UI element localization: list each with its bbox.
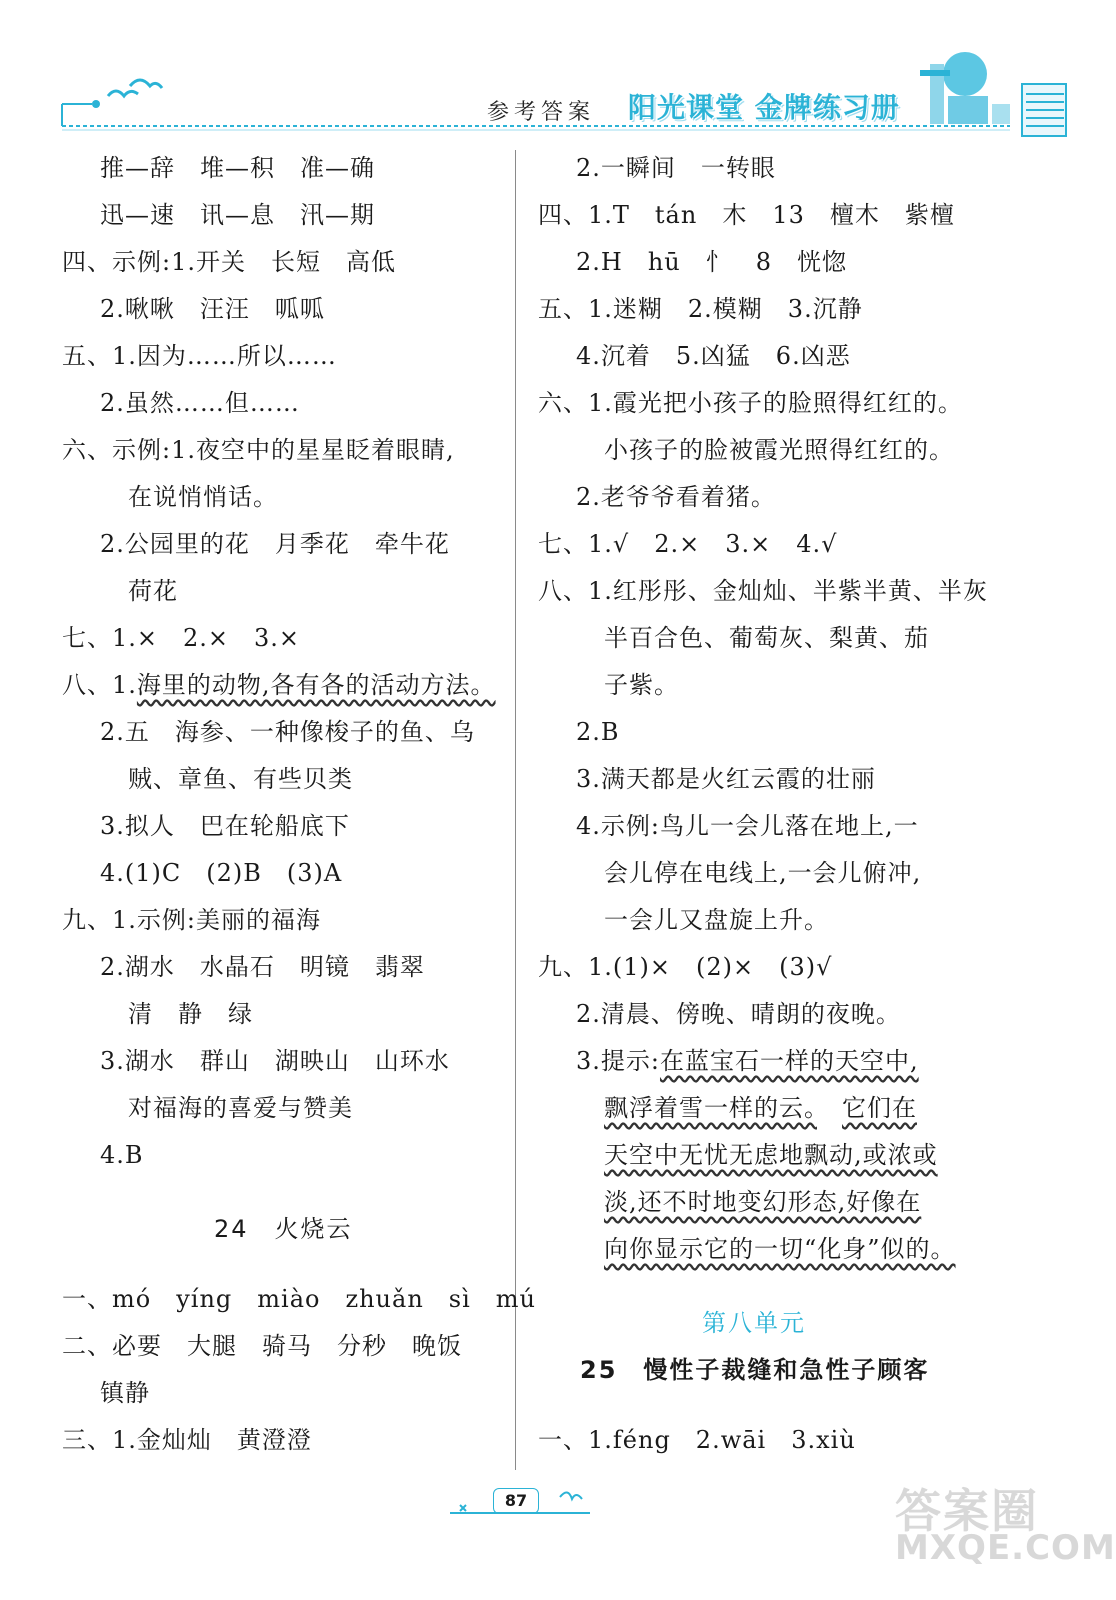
answer-line: 会儿停在电线上,一会儿俯冲, xyxy=(604,859,922,887)
answer-line: 4.(1)C (2)B (3)A xyxy=(100,859,343,887)
underlined-answer: 海里的动物,各有各的活动方法。 xyxy=(136,671,496,699)
answer-prefix: 八、1. xyxy=(62,671,137,699)
answer-line: 2.啾啾 汪汪 呱呱 xyxy=(100,295,325,323)
answer-line: 清 静 绿 xyxy=(128,1000,253,1028)
answer-line: 贼、章鱼、有些贝类 xyxy=(128,765,353,793)
answer-line: 四、示例:1.开关 长短 高低 xyxy=(62,248,396,276)
answer-line xyxy=(604,1085,917,1132)
answer-line: 六、1.霞光把小孩子的脸照得红红的。 xyxy=(538,389,963,417)
underlined-answer: 它们在 xyxy=(842,1094,917,1122)
answer-line: 五、1.迷糊 2.模糊 3.沉静 xyxy=(538,295,863,323)
answer-line: 2.H hū 忄 8 恍惚 xyxy=(576,248,848,276)
answer-line: 荷花 xyxy=(128,577,178,605)
underlined-answer: 飘浮着雪一样的云。 xyxy=(604,1094,817,1122)
answer-line: 七、1.√ 2.× 3.× 4.√ xyxy=(538,530,838,558)
answer-line: 镇静 xyxy=(100,1379,150,1407)
watermark-url: MXQE.COM xyxy=(895,1528,1116,1568)
answer-line: 小孩子的脸被霞光照得红红的。 xyxy=(604,436,954,464)
column-divider xyxy=(515,150,516,1470)
answer-line: 2.湖水 水晶石 明镜 翡翠 xyxy=(100,953,425,981)
header-label: 参考答案 xyxy=(487,100,596,125)
book-edge-icon xyxy=(1022,84,1066,136)
underlined-answer: 天空中无忧无虑地飘动,或浓或 xyxy=(604,1141,938,1169)
star-icon xyxy=(460,1505,466,1511)
underlined-answer: 向你显示它的一切“化身”似的。 xyxy=(604,1235,956,1263)
answer-line: 九、1.(1)× (2)× (3)√ xyxy=(538,953,833,981)
answer-line: 3.湖水 群山 湖映山 山环水 xyxy=(100,1047,450,1075)
answer-line: 六、示例:1.夜空中的星星眨着眼睛, xyxy=(62,436,455,464)
answer-line: 2.一瞬间 一转眼 xyxy=(576,154,776,182)
unit-8-title: 第八单元 xyxy=(702,1309,806,1337)
answer-line: 四、1.T tán 木 13 檀木 紫檀 xyxy=(538,201,955,229)
answer-line: 推—辞 堆—积 准—确 xyxy=(100,154,375,182)
answer-line: 4.沉着 5.凶猛 6.凶恶 xyxy=(576,342,851,370)
underlined-answer: 在蓝宝石一样的天空中, xyxy=(659,1047,919,1075)
watermark-logo: 答案圈 xyxy=(895,1484,1039,1538)
answer-line: 九、1.示例:美丽的福海 xyxy=(62,906,321,934)
page-header xyxy=(0,0,1089,140)
answer-line: 2.B xyxy=(576,718,620,746)
page-number: 87 xyxy=(493,1488,539,1514)
answer-line: 4.B xyxy=(100,1141,144,1169)
lesson-25-title: 25 慢性子裁缝和急性子顾客 xyxy=(580,1356,930,1384)
bird-icon xyxy=(560,1492,582,1499)
answer-line: 三、1.金灿灿 黄澄澄 xyxy=(62,1426,312,1454)
answer-line: 2.虽然……但…… xyxy=(100,389,300,417)
answer-line: 七、1.× 2.× 3.× xyxy=(62,624,301,652)
answer-line: 3.拟人 巴在轮船底下 xyxy=(100,812,350,840)
answer-line: 五、1.因为……所以…… xyxy=(62,342,337,370)
answer-line: 子紫。 xyxy=(604,671,679,699)
answer-line: 一、1.féng 2.wāi 3.xiù xyxy=(538,1426,856,1454)
answer-line xyxy=(576,1038,919,1085)
seagulls-icon xyxy=(108,80,162,96)
answer-line: 3.满天都是火红云霞的壮丽 xyxy=(576,765,876,793)
answer-line: 八、1.红彤彤、金灿灿、半紫半黄、半灰 xyxy=(538,577,988,605)
answer-line xyxy=(62,662,496,709)
answer-line: 对福海的喜爱与赞美 xyxy=(128,1094,353,1122)
answer-line: 二、必要 大腿 骑马 分秒 晚饭 xyxy=(62,1332,462,1360)
answer-line: 迅—速 讯—息 汛—期 xyxy=(100,201,375,229)
underlined-answer: 淡,还不时地变幻形态,好像在 xyxy=(604,1188,922,1216)
answer-line: 在说悄悄话。 xyxy=(128,483,278,511)
header-brand: 阳光课堂 金牌练习册 xyxy=(628,91,900,124)
answer-line: 4.示例:鸟儿一会儿落在地上,一 xyxy=(576,812,919,840)
answer-line: 2.五 海参、一种像梭子的鱼、乌 xyxy=(100,718,475,746)
answer-prefix: 3.提示: xyxy=(576,1047,660,1075)
answer-line: 半百合色、葡萄灰、梨黄、茄 xyxy=(604,624,929,652)
building-illustration-icon xyxy=(920,52,1010,124)
answer-line: 2.公园里的花 月季花 牵牛花 xyxy=(100,530,450,558)
lesson-24-title: 24 火烧云 xyxy=(214,1215,353,1243)
answer-line: 2.清晨、傍晚、晴朗的夜晚。 xyxy=(576,1000,901,1028)
answer-line: 2.老爷爷看着猪。 xyxy=(576,483,776,511)
answer-line: 一会儿又盘旋上升。 xyxy=(604,906,829,934)
answer-line: 一、mó yíng miào zhuǎn sì mú xyxy=(62,1285,536,1313)
